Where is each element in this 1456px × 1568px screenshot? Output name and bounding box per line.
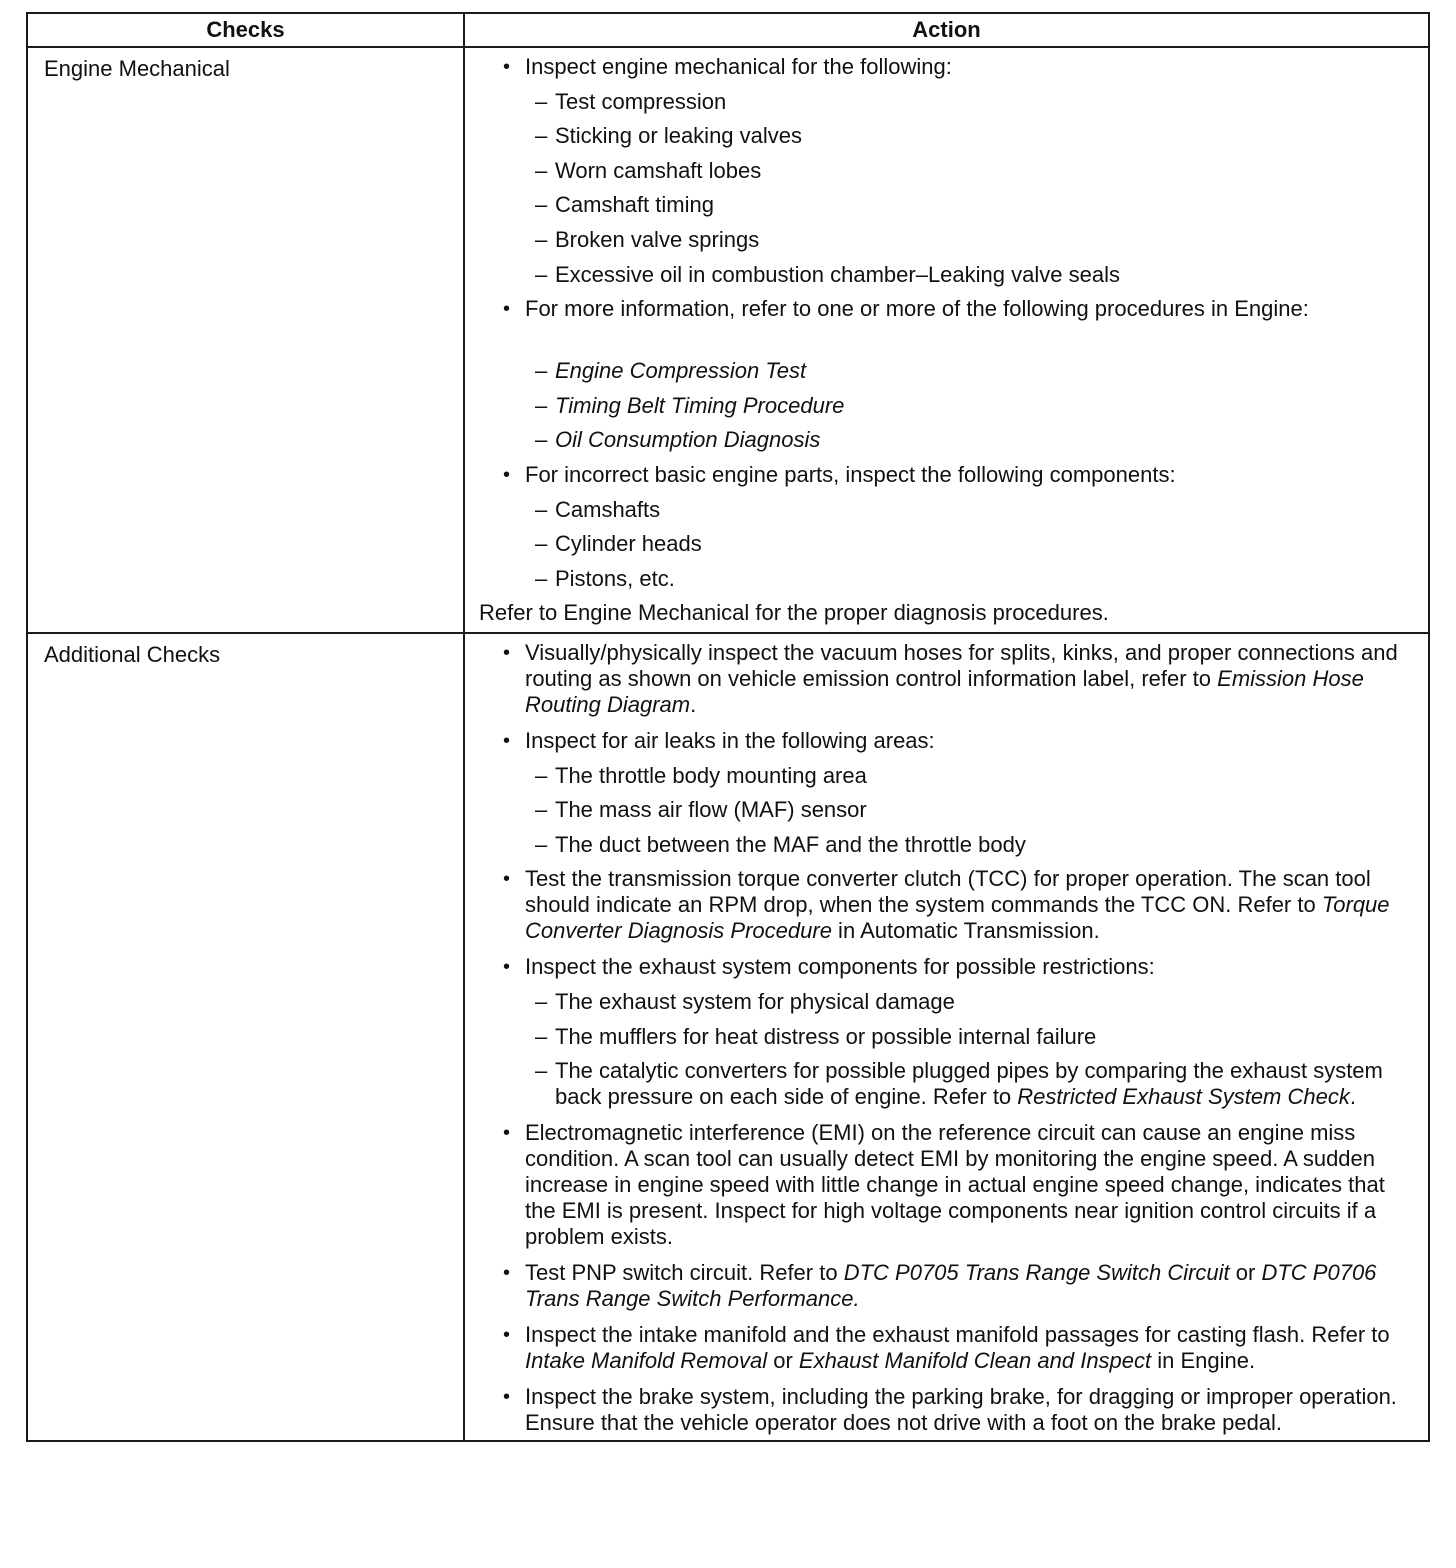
list-item [479, 1322, 1420, 1374]
dash-marker: – [535, 88, 548, 114]
text-run: Test PNP switch circuit. Refer to [525, 1260, 844, 1286]
dash-marker: – [535, 1023, 548, 1049]
text-run: in Engine. [1151, 1348, 1256, 1374]
sub-list-item [479, 797, 1420, 823]
text-run: Test the transmission torque converter clutch (TCC) for proper operation. The scan tool should indicate an RPM drop, when the system commands the TCC ON. Refer to [525, 866, 1371, 918]
dash-marker: – [535, 427, 548, 453]
sub-list-item [479, 89, 1420, 115]
list-item [479, 954, 1420, 980]
text-run: . [1349, 1084, 1356, 1110]
bullet-marker: • [503, 868, 511, 891]
list-item [479, 1120, 1420, 1250]
procedure-reference: Emission Hose Routing Diagram [525, 666, 1364, 717]
sub-list-item [479, 358, 1420, 384]
sub-list-item [479, 497, 1420, 523]
sub-list-item [479, 763, 1420, 789]
bullet-marker: • [503, 463, 511, 486]
list-item-text: Inspect engine mechanical for the following: [525, 54, 952, 79]
list-item-text [525, 866, 1420, 944]
sub-list-item-text: Pistons, etc. [555, 565, 675, 591]
list-item [479, 866, 1420, 944]
sub-list-item [479, 123, 1420, 149]
sub-list-item-text: Excessive oil in combustion chamber–Leaking valve seals [555, 261, 1120, 287]
list-item [479, 1384, 1420, 1436]
checks-action-table [26, 12, 1430, 1442]
table-row-engine-mechanical [27, 47, 1429, 633]
sub-list-item-text: Camshafts [555, 496, 661, 522]
dash-marker: – [535, 358, 548, 384]
bullet-marker: • [503, 730, 511, 752]
procedure-reference: Torque Converter Diagnosis Procedure [525, 892, 1390, 944]
list-item [479, 462, 1420, 488]
list-item-text: Inspect the exhaust system components for possible restrictions: [525, 954, 1155, 980]
procedure-reference: DTC P0705 Trans Range Switch Circuit [843, 1260, 1230, 1286]
checks-column-header: Checks [27, 13, 464, 47]
dash-marker: – [535, 496, 548, 522]
bullet-marker: • [503, 1324, 511, 1347]
bullet-marker: • [503, 1262, 511, 1285]
sub-list-item-text: Sticking or leaking valves [555, 123, 803, 149]
dash-marker: – [535, 565, 548, 591]
text-run: Inspect the intake manifold and the exhaust manifold passages for casting flash. Refer to [525, 1322, 1390, 1348]
list-item [479, 728, 1420, 754]
action-cell-additional-checks [464, 633, 1429, 1441]
sub-list-item [479, 1058, 1420, 1110]
sub-list-item-text: Camshaft timing [555, 192, 714, 218]
dash-marker: – [535, 1058, 548, 1084]
dash-marker: – [535, 226, 548, 252]
dash-marker: – [535, 797, 548, 823]
dash-marker: – [535, 261, 548, 287]
sub-list-item-text: The exhaust system for physical damage [555, 988, 955, 1014]
list-item-text [525, 1260, 1420, 1312]
list-item-text: Inspect the brake system, including the parking brake, for dragging or improper operation. Ensure that the vehicle operator does not drive with a foot on the brake pedal. [525, 1384, 1397, 1436]
sub-list-item [479, 158, 1420, 184]
sub-list-item-text: The mufflers for heat distress or possible internal failure [555, 1023, 1097, 1049]
bullet-marker: • [503, 298, 511, 321]
sub-list-item-text: Cylinder heads [555, 531, 702, 557]
sub-list-item-text: The mass air flow (MAF) sensor [555, 797, 867, 823]
sub-list-item-text: The throttle body mounting area [555, 762, 867, 788]
sub-list-item [479, 192, 1420, 218]
sub-list-item [479, 531, 1420, 557]
dash-marker: – [535, 762, 548, 788]
bullet-marker: • [503, 956, 511, 979]
text-run: in Automatic Transmission. [831, 918, 1100, 944]
diagnosis-reference-note: Refer to Engine Mechanical for the proper diagnosis procedures. [479, 600, 1109, 626]
sub-list-item [479, 227, 1420, 253]
list-item-text: For more information, refer to one or more of the following procedures in Engine: [525, 296, 1309, 322]
text-run: or [767, 1348, 799, 1374]
dash-marker: – [535, 988, 548, 1014]
dash-marker: – [535, 831, 548, 857]
sub-list-item [479, 832, 1420, 858]
text-run: or [1229, 1260, 1262, 1286]
procedure-reference: DTC P0706 Trans Range Switch Performance. [525, 1260, 1377, 1312]
list-item-text: For incorrect basic engine parts, inspect the following components: [525, 461, 1176, 487]
sub-list-item [479, 1024, 1420, 1050]
list-item-text: Inspect for air leaks in the following areas: [525, 728, 935, 753]
sub-list-item-text: The duct between the MAF and the throttle body [555, 831, 1026, 857]
dash-marker: – [535, 157, 548, 183]
procedure-reference: Exhaust Manifold Clean and Inspect [798, 1348, 1152, 1374]
text-run: The catalytic converters for possible plugged pipes by comparing the exhaust system back pressure on each side of engine. Refer to [555, 1058, 1383, 1110]
table-header-row [27, 13, 1429, 47]
procedure-reference: Intake Manifold Removal [525, 1348, 768, 1374]
sub-list-item [479, 262, 1420, 288]
check-label-additional-checks: Additional Checks [27, 633, 464, 1441]
table-row-additional-checks [27, 633, 1429, 1441]
action-column-header: Action [464, 13, 1429, 47]
list-item [479, 54, 1420, 80]
list-item-text [525, 1322, 1420, 1374]
procedure-reference: Engine Compression Test [555, 358, 807, 384]
procedure-reference: Timing Belt Timing Procedure [555, 392, 845, 418]
sub-list-item-text: Broken valve springs [555, 226, 760, 252]
dash-marker: – [535, 531, 548, 557]
list-item [479, 1260, 1420, 1312]
bullet-marker: • [503, 642, 511, 664]
bullet-marker: • [503, 1386, 511, 1409]
sub-list-item-text: Worn camshaft lobes [555, 157, 762, 183]
dash-marker: – [535, 123, 548, 149]
sub-list-item-text: Test compression [555, 88, 727, 114]
action-cell-engine-mechanical [464, 47, 1429, 633]
dash-marker: – [535, 392, 548, 418]
sub-list-item [479, 989, 1420, 1015]
list-item [479, 640, 1420, 718]
text-run: . [690, 692, 697, 717]
procedure-reference: Oil Consumption Diagnosis [555, 427, 821, 453]
procedure-reference: Restricted Exhaust System Check [1017, 1084, 1350, 1110]
sub-list-item-text [555, 1058, 1420, 1110]
bullet-marker: • [503, 1122, 511, 1145]
list-item-text [525, 640, 1420, 718]
list-item [479, 296, 1420, 322]
sub-list-item [479, 393, 1420, 419]
text-run: Visually/physically inspect the vacuum hoses for splits, kinks, and proper connections and routing as shown on vehicle emission control information label, refer to [525, 640, 1398, 691]
bullet-marker: • [503, 56, 511, 78]
check-label-engine-mechanical: Engine Mechanical [27, 47, 464, 633]
sub-list-item [479, 566, 1420, 592]
sub-list-item [479, 427, 1420, 453]
list-item-text: Electromagnetic interference (EMI) on the reference circuit can cause an engine miss condition. A scan tool can usually detect EMI by monitoring the engine speed. A sudden increase in engine speed with little change in actual engine speed change, indicates that the EMI is present. Inspect for high voltage components near ignition control circuits if a problem exists. [525, 1120, 1385, 1250]
dash-marker: – [535, 192, 548, 218]
